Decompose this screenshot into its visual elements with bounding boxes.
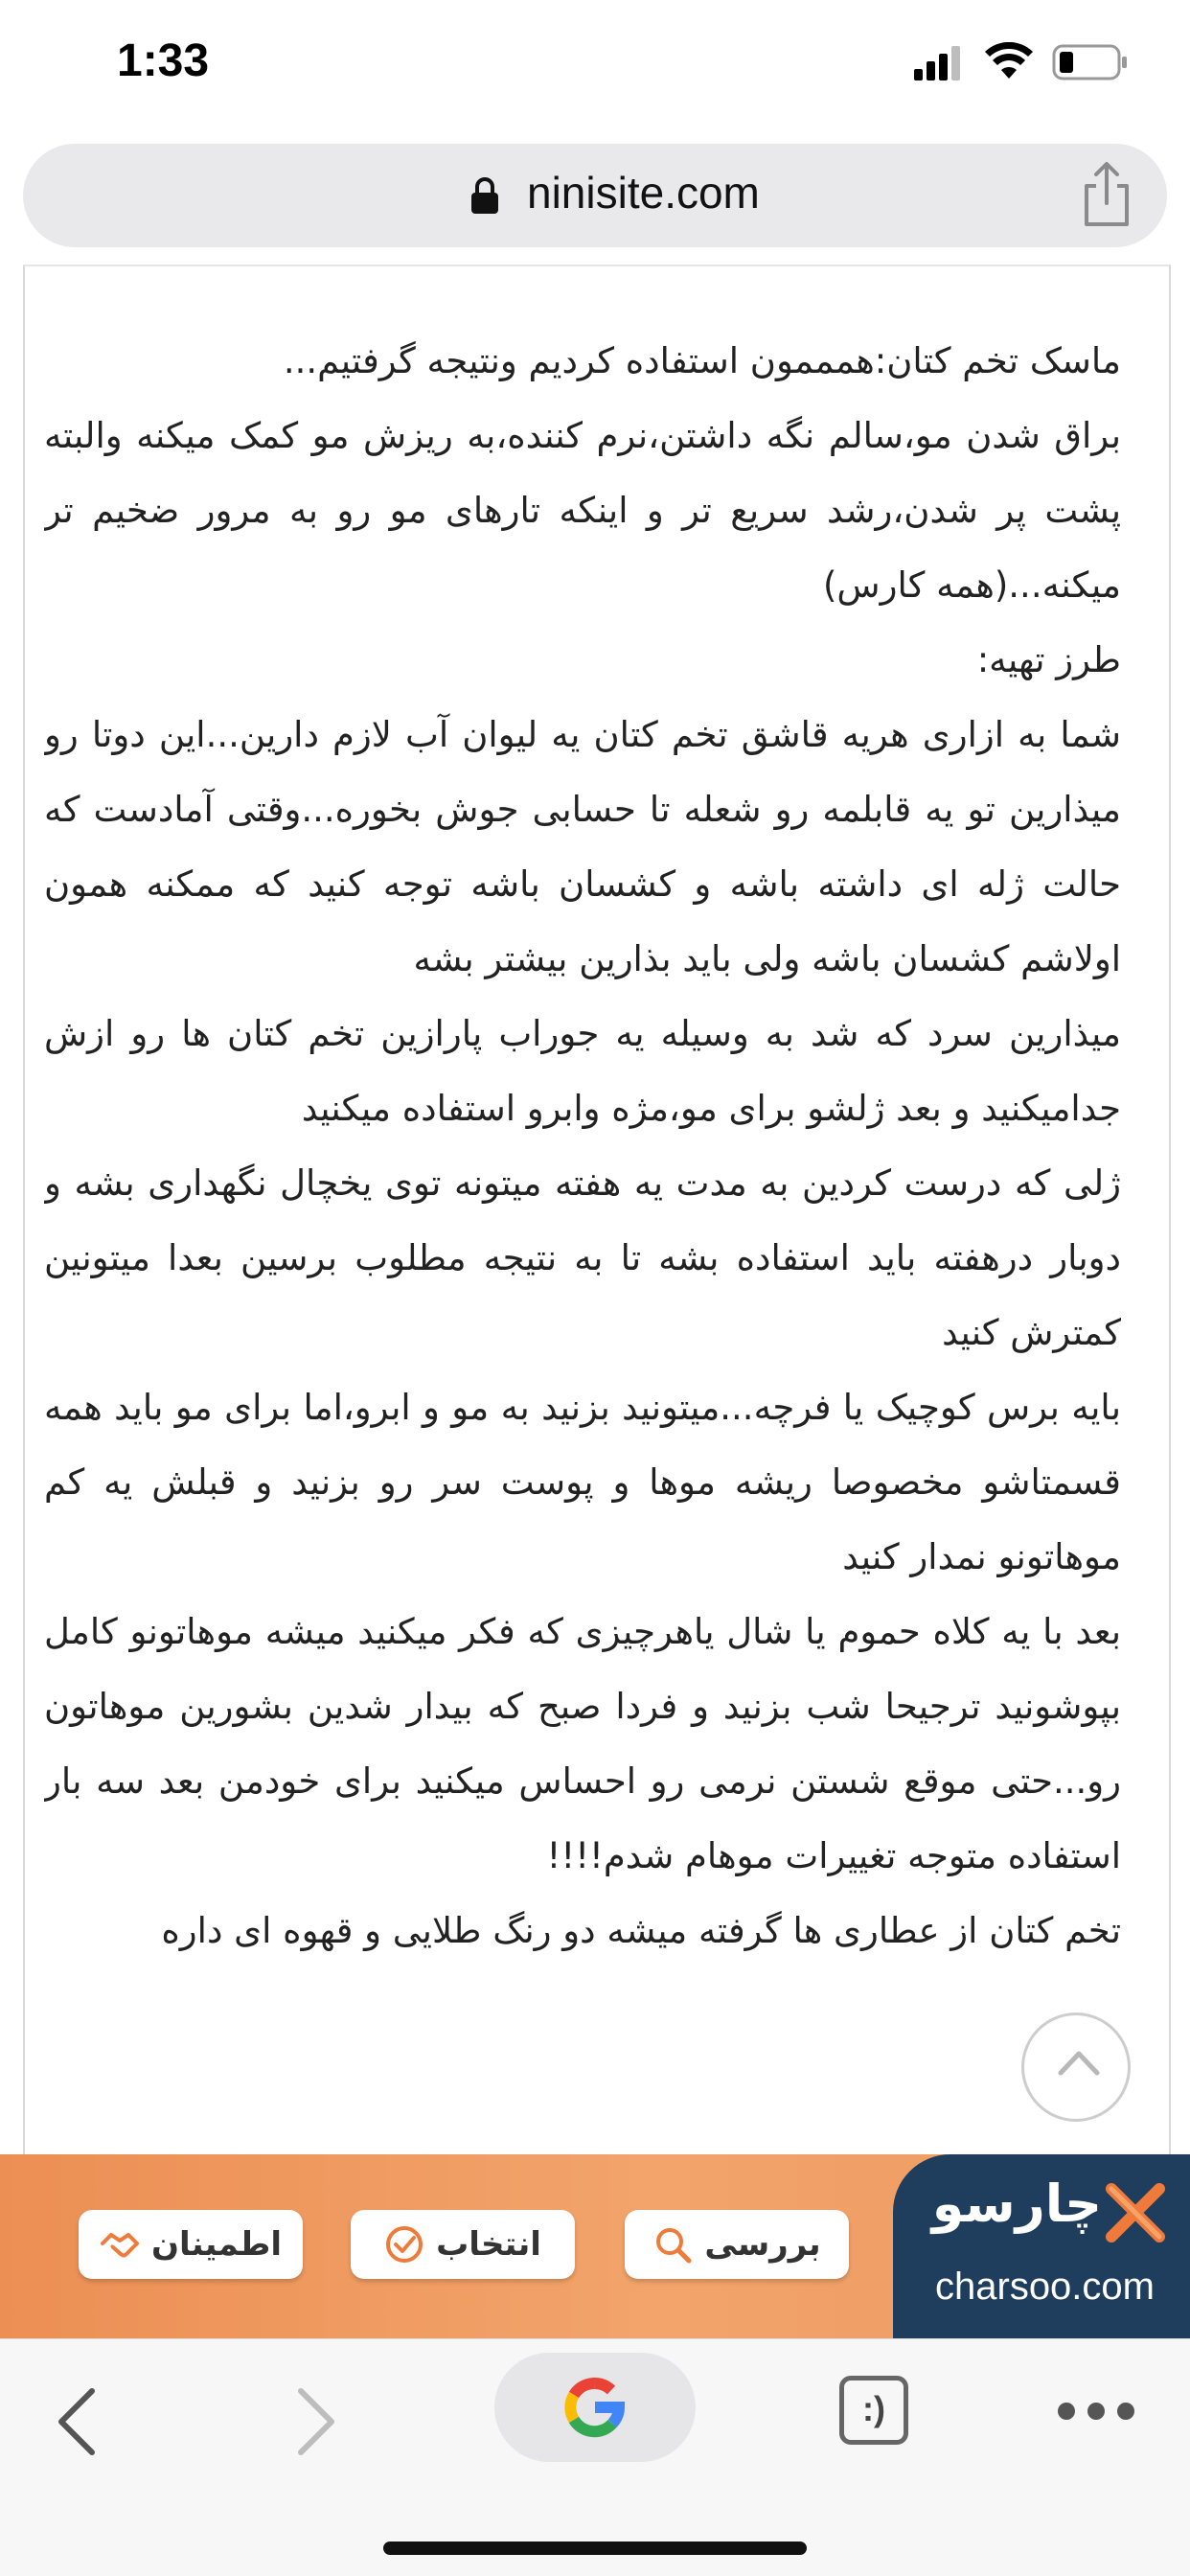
status-time: 1:33 — [117, 35, 210, 86]
ad-trust-button[interactable] — [79, 2210, 303, 2279]
charsoo-logo-icon — [1102, 2179, 1169, 2246]
forward-icon[interactable] — [293, 2385, 339, 2458]
article-body — [44, 324, 1121, 2145]
article-paragraph: براق شدن مو،سالم نگه داشتن،نرم کننده،به ریزش مو کمک میکنه والبته پشت پر شدن،رشد سریع تر و اینکه تارهای مو رو به مرور ضخیم تر میکنه...(همه کارس) — [44, 415, 1121, 606]
ad-select-label: انتخاب — [436, 2225, 541, 2264]
article-paragraph: شما به ازاری هریه قاشق تخم کتان یه لیوان آب لازم دارین...این دوتا رو میذارین تو یه قابلمه رو شعله تا حسابی جوش بخوره...وقتی آمادست که حالت ژله ای داشته باشه و کشسان باشه توجه کنید که ممکنه همون اولاشم کشسان باشه ولی باید بذارین بیشتر بشه — [44, 714, 1121, 979]
chevron-up-icon — [1057, 2048, 1101, 2077]
article-paragraph: بایه برس کوچیک یا فرچه...میتونید بزنید به مو و ابرو،اما برای مو باید همه قسمتاشو مخصوصا ریشه موها و پوست سر رو بزنید و قبلش یه کم موهاتونو نمدار کنید — [44, 1387, 1121, 1577]
ad-review-button[interactable] — [625, 2210, 849, 2279]
check-circle-icon — [384, 2224, 424, 2265]
home-indicator[interactable] — [383, 2542, 807, 2555]
handshake-icon — [100, 2224, 140, 2265]
article-paragraph: طرز تهیه: — [976, 639, 1121, 680]
ad-review-label: بررسی — [704, 2225, 821, 2264]
google-icon — [561, 2374, 629, 2441]
ad-trust-label: اطمینان — [150, 2225, 283, 2264]
article-paragraph: ماسک تخم کتان:همممون استفاده کردیم ونتیجه گرفتیم... — [283, 340, 1121, 381]
search-icon — [652, 2224, 693, 2265]
lock-icon — [469, 176, 500, 215]
signal-icon — [914, 46, 960, 80]
ad-brand-name: چارسو — [931, 2174, 1102, 2234]
article-paragraph: بعد با یه کلاه حموم یا شال یاهرچیزی که فکر میکنید میشه موهاتونو کامل بپوشونید ترجیحا شب بزنید و فردا صبح که بیدار شدین بشورین موهاتون رو...حتی موقع شستن نرمی رو احساس میکنید برای خودمن بعد سه بار استفاده متوجه تغییرات موهام شدم!!!! — [44, 1611, 1121, 1876]
article-paragraph: تخم کتان از عطاری ها گرفته میشه دو رنگ طلایی و قهوه ای داره — [161, 1910, 1121, 1951]
ad-banner[interactable] — [0, 2154, 1190, 2338]
article-paragraph: ژلی که درست کردین به مدت یه هفته میتونه توی یخچال نگهداری بشه و دوبار درهفته باید استفاده بشه تا به نتیجه مطلوب برسین بعدا میتونین کمترش کنید — [44, 1162, 1121, 1353]
ad-select-button[interactable] — [351, 2210, 575, 2279]
article-paragraph: میذارین سرد که شد به وسیله یه جوراب پارازین تخم کتان ها رو ازش جدامیکنید و بعد ژلشو برای مو،مژه وابرو استفاده میکنید — [44, 1013, 1121, 1129]
battery-icon — [1052, 44, 1129, 80]
url-text[interactable]: ninisite.com — [527, 168, 760, 218]
ad-brand-domain: charsoo.com — [935, 2266, 1155, 2308]
bottom-toolbar — [0, 2338, 1190, 2576]
google-button[interactable] — [494, 2353, 696, 2462]
status-bar — [0, 0, 1190, 134]
share-icon[interactable] — [1077, 161, 1136, 228]
tabs-icon[interactable]: :) — [839, 2376, 908, 2445]
back-icon[interactable] — [54, 2385, 100, 2458]
more-icon[interactable] — [1056, 2401, 1136, 2422]
wifi-icon — [985, 42, 1033, 80]
scroll-top-button[interactable] — [1021, 2012, 1131, 2122]
address-bar[interactable] — [23, 144, 1167, 247]
